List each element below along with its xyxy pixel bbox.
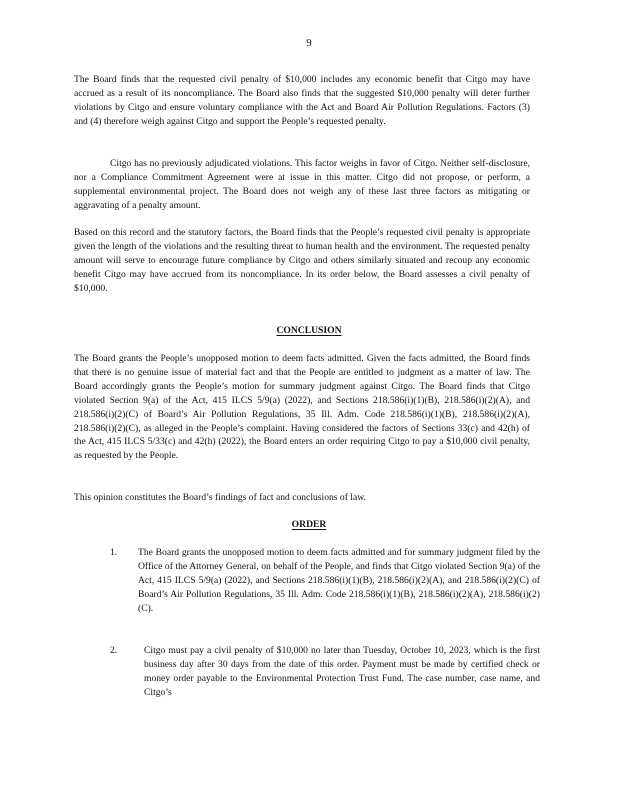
conclusion-heading	[0, 325, 618, 336]
order-item-number: 2.	[110, 645, 118, 656]
civil-penalty-paragraph: Based on this record and the statutory factors, the Board finds that the People’s requested civil penalty is appropriate given the length of the violations and the resulting threat to human health and the environment. The requested penalty amount will serve to encourage future compliance by Citgo and others similarly situated and recoup any economic benefit Citgo may have accrued from its noncompliance. In its order below, the Board assesses a civil penalty of $10,000.	[74, 227, 530, 294]
conclusion-closing: This opinion constitutes the Board’s findings of fact and conclusions of law.	[74, 492, 366, 503]
order-heading-text: ORDER	[291, 519, 327, 530]
prior-violations-text: Citgo has no previously adjudicated violations. This factor weighs in favor of Citgo. Neither self-disclosure, nor a Compliance Commitment Agreement were at issue in this matter. Citgo did not propose, or perform, a supplemental environmental project. The Board does not weigh any of these last three factors as mitigating or aggravating of a penalty amount.	[74, 158, 530, 211]
page-number: 9	[306, 37, 312, 49]
conclusion-paragraph: The Board grants the People’s unopposed motion to deem facts admitted. Given the facts admitted, the Board finds that there is no genuine issue of material fact and that the People are entitled to judgment as a matter of law. The Board accordingly grants the People’s motion for summary judgment against Citgo. The Board finds that Citgo violated Section 9(a) of the Act, 415 ILCS 5/9(a) (2022), and Sections 218.586(i)(1)(B), 218.586(i)(2)(A), and 218.586(i)(2)(C) of Board’s Air Pollution Regulations, 35 Ill. Adm. Code 218.586(i)(1)(B), 218.586(i)(2)(A), 218.586(i)(2)(C), as alleged in the People’s complaint. Having considered the factors of Sections 33(c) and 42(h) of the Act, 415 ILCS 5/33(c) and 42(h) (2022), the Board enters an order requiring Citgo to pay a $10,000 civil penalty, as requested by the People.	[74, 353, 530, 462]
order-item-number: 1.	[110, 547, 118, 558]
penalty-findings-paragraph: The Board finds that the requested civil penalty of $10,000 includes any economic benefit that Citgo may have accrued as a result of its noncompliance. The Board also finds that the suggested $10,000 penalty will deter further violations by Citgo and ensure voluntary compliance with the Act and Board Air Pollution Regulations. Factors (3) and (4) therefore weigh against Citgo and support the People’s requested penalty.	[74, 74, 530, 127]
conclusion-heading-text: CONCLUSION	[276, 325, 342, 336]
prior-violations-paragraph	[74, 157, 530, 213]
order-heading	[0, 519, 618, 530]
order-item-text: The Board grants the unopposed motion to deem facts admitted and for summary judgment filed by the Office of the Attorney General, on behalf of the People, and finds that Citgo violated Section 9(a) of the Act, 415 ILCS 5/9(a) (2022), and Sections 218.586(i)(1)(B), 218.586(i)(2)(A), and 218.586(i)(2)(C) of Board’s Air Pollution Regulations, 35 Ill. Adm. Code 218.586(i)(1)(B), 218.586(i)(2)(A), 218.586(i)(2)(C).	[138, 547, 540, 614]
order-item-text: Citgo must pay a civil penalty of $10,000 no later than Tuesday, October 10, 2023, which is the first business day after 30 days from the date of this order. Payment must be made by certified check or money order payable to the Environmental Protection Trust Fund. The case number, case name, and Citgo’s	[144, 645, 540, 698]
